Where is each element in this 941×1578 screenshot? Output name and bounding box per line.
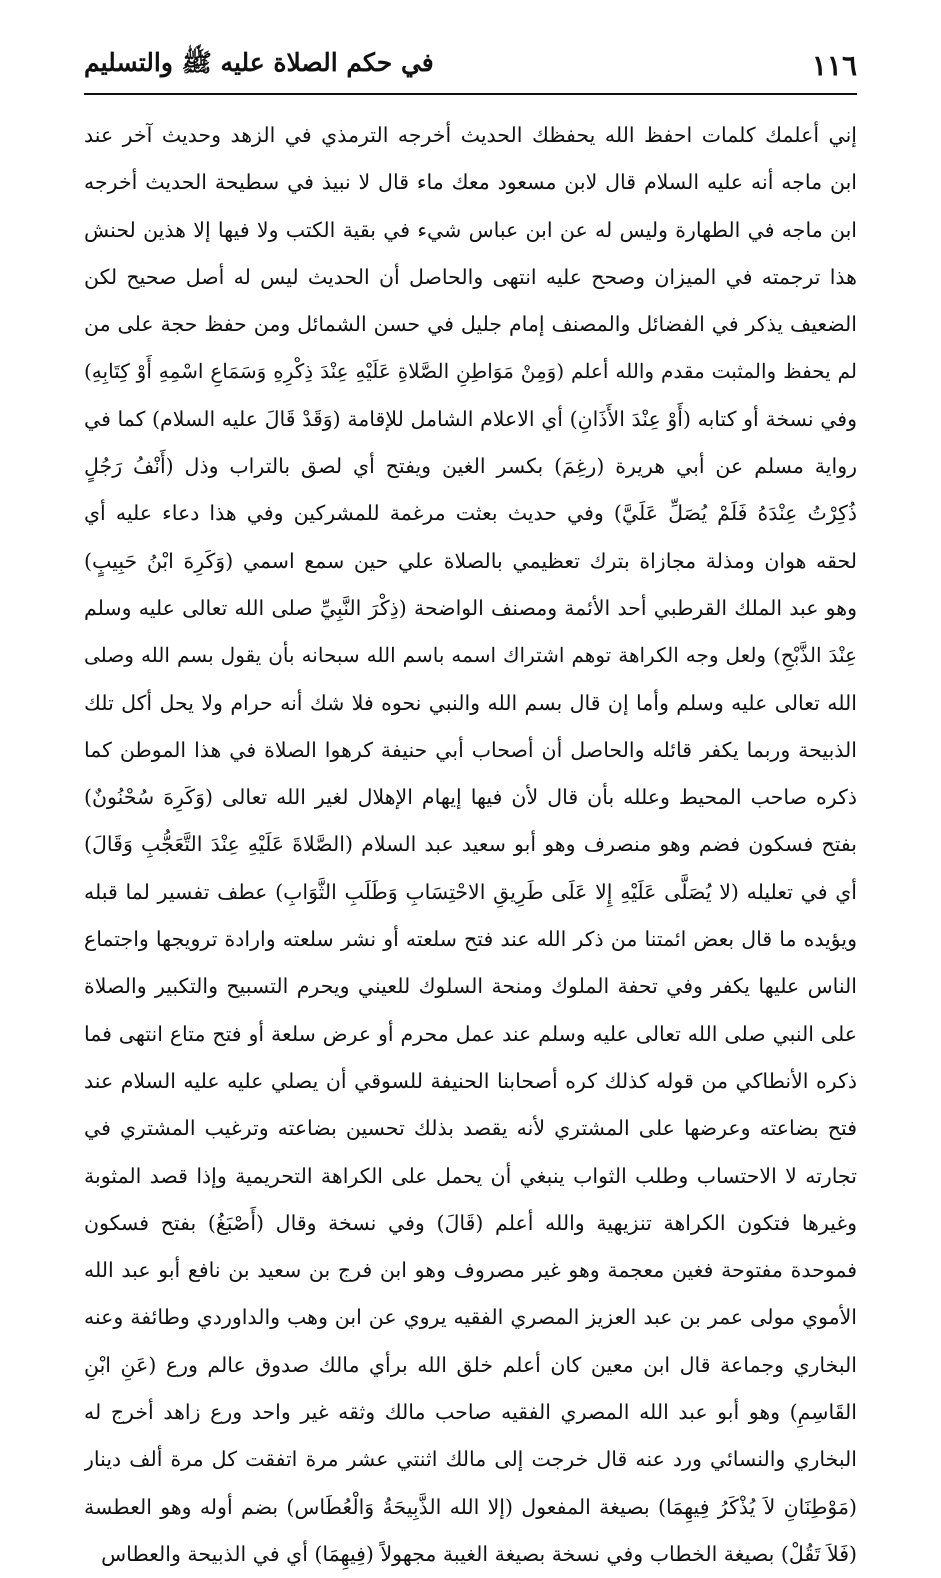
text-line: القَاسِمِ) وهو أبو عبد الله المصري الفقيه صاحب مالك وثقه غير واحد ورع زاهد أخرج له xyxy=(84,1400,857,1425)
text-line: لم يحفظ والمثبت مقدم والله أعلم (وَمِنْ مَوَاطِنِ الصَّلاةِ عَلَيْهِ عِنْدَ ذِكْرِهِ وَسَمَاعِ اسْمِهِ أَوْ كِتَابِهِ) xyxy=(84,359,857,384)
text-line: وهو عبد الملك القرطبي أحد الأئمة ومصنف الواضحة (ذِكْرَ النَّبِيِّ صلى الله تعالى عليه وسلم xyxy=(84,595,857,620)
text-line: وفي نسخة أو كتابه (أَوْ عِنْدَ الأَذَانِ) أي الاعلام الشامل للإقامة (وَقَدْ قَالَ عليه السلام) كما في xyxy=(84,406,857,431)
text-line: البخاري وجماعة قال ابن معين كان أعلم خلق الله برأي مالك صدوق عالم ورع (عَنِ ابْنِ xyxy=(84,1352,857,1377)
text-line: وغيرها فتكون الكراهة تنزيهية والله أعلم (قَالَ) وفي نسخة وقال (أَصْبَغُ) بفتح فسكون xyxy=(84,1210,857,1235)
text-line: الذبيحة وربما يكفر قائله والحاصل أن أصحاب أبي حنيفة كرهوا الصلاة في هذا الموطن كما xyxy=(84,737,857,762)
text-line: عِنْدَ الذَّبْحِ) ولعل وجه الكراهة توهم اشتراك اسمه باسم الله سبحانه بأن يقول بسم الله وصلى xyxy=(84,643,857,668)
text-line: الضعيف يذكر في الفضائل والمصنف إمام جليل في حسن الشمائل ومن حفظ حجة على من xyxy=(84,312,857,337)
text-line: ذكره الأنطاكي من قوله كذلك كره أصحابنا الحنيفة للسوقي أن يصلي عليه عليه السلام عند xyxy=(84,1068,857,1093)
text-line: (فَلاَ تَقُلْ) بصيغة الخطاب وفي نسخة بصيغة الغيبة مجهولاً (فِيهِمَا) أي في الذبيحة والعطاس xyxy=(101,1541,857,1566)
text-line: رواية مسلم عن أبي هريرة (رغِمَ) بكسر الغين ويفتح أي لصق بالتراب وذل (أَنْفُ رَجُلٍ xyxy=(84,454,857,479)
text-line: الله تعالى عليه وسلم وأما إن قال بسم الله والنبي نحوه فلا شك أنه حرام ولا يحل أكل تلك xyxy=(84,690,857,715)
text-line: ابن ماجه أنه عليه السلام قال لابن مسعود معك ماء قال لا نبيذ في سطيحة الحديث أخرجه xyxy=(84,170,857,195)
text-line: الأموي مولى عمر بن عبد العزيز المصري الفقيه يروي عن ابن وهب والداوردي وطائفة وعنه xyxy=(84,1305,857,1330)
text-line: ذكره صاحب المحيط وعلله بأن قال لأن فيها إيهام الإهلال لغير الله تعالى (وَكَرِهَ سُحْنُونٌ) xyxy=(84,785,857,810)
body-text xyxy=(84,112,857,1578)
text-line: تجارته لا الاحتساب وطلب الثواب ينبغي أن يحمل على الكراهة التحريمية وإذا قصد المثوبة xyxy=(84,1163,857,1188)
text-line: فموحدة مفتوحة فغين معجمة وهو غير مصروف وهو ابن فرج بن سعيد بن نافع أبو عبد الله xyxy=(84,1258,857,1283)
page-number: ١١٦ xyxy=(811,48,857,82)
text-line: ذُكِرْتُ عِنْدَهُ فَلَمْ يُصَلِّ عَلَيَّ) وفي حديث بعثت مرغمة للمشركين وفي هذا دعاء عليه أي xyxy=(84,501,857,526)
text-line: فتح بضاعته وعرضها على المشتري لأنه يقصد بذلك تحسين بضاعته وترغيب المشتري في xyxy=(84,1116,857,1141)
text-line: إني أعلمك كلمات احفظ الله يحفظك الحديث أخرجه الترمذي في الزهد وحديث آخر عند xyxy=(84,123,857,147)
text-line: لحقه هوان ومذلة مجازاة بترك تعظيمي بالصلاة علي حين سمع اسمي (وَكَرِهَ ابْنُ حَبِيبٍ) xyxy=(84,548,857,573)
running-title: في حكم الصلاة عليه ﷺ والتسليم xyxy=(84,47,434,77)
text-line: هذا ترجمته في الميزان وصحح عليه انتهى والحاصل أن الحديث ليس له أصل صحيح لكن xyxy=(84,264,857,289)
text-line: البخاري والنسائي ورد عنه قال خرجت إلى مالك اثنتي عشر مرة اتفقت كل مرة ألف دينار xyxy=(84,1447,857,1472)
text-line: (مَوْطِنَانِ لاَ يُذْكَرُ فِيهِمَا) بصيغة المفعول (إلا الله الذَّبِيحَةُ وَالْعُطَاس) بضم أوله وهو العطسة xyxy=(84,1494,857,1519)
text-line: على النبي صلى الله تعالى عليه وسلم عند عمل محرم أو عرض سلعة أو فتح متاع انتهى فما xyxy=(84,1021,857,1046)
text-line: الناس عليها يكفر وفي تحفة الملوك ومنحة السلوك للعيني ويحرم التسبيح والتكبير والصلاة xyxy=(84,974,857,999)
text-line: بفتح فسكون فضم وهو منصرف وهو أبو سعيد عبد السلام (الصَّلاةَ عَلَيْهِ عِنْدَ التَّعَجُّبِ وَقَالَ) xyxy=(84,832,857,857)
header-rule xyxy=(84,93,857,95)
page-header xyxy=(84,40,857,90)
text-line: ويؤيده ما قال بعض ائمتنا من ذكر الله عند فتح سلعته أو نشر سلعته وارادة ترويجها واجتماع xyxy=(84,927,857,952)
text-line: ابن ماجه في الطهارة وليس له عن ابن عباس شيء في بقية الكتب ولا فيها إلا هذين لحنش xyxy=(84,217,857,242)
text-line: أي في تعليله (لا يُصَلَّى عَلَيْهِ إِلا عَلَى طَرِيقِ الاحْتِسَابِ وَطَلَبِ الثَّوَابِ) عطف تفسير لما قبله xyxy=(84,879,857,904)
